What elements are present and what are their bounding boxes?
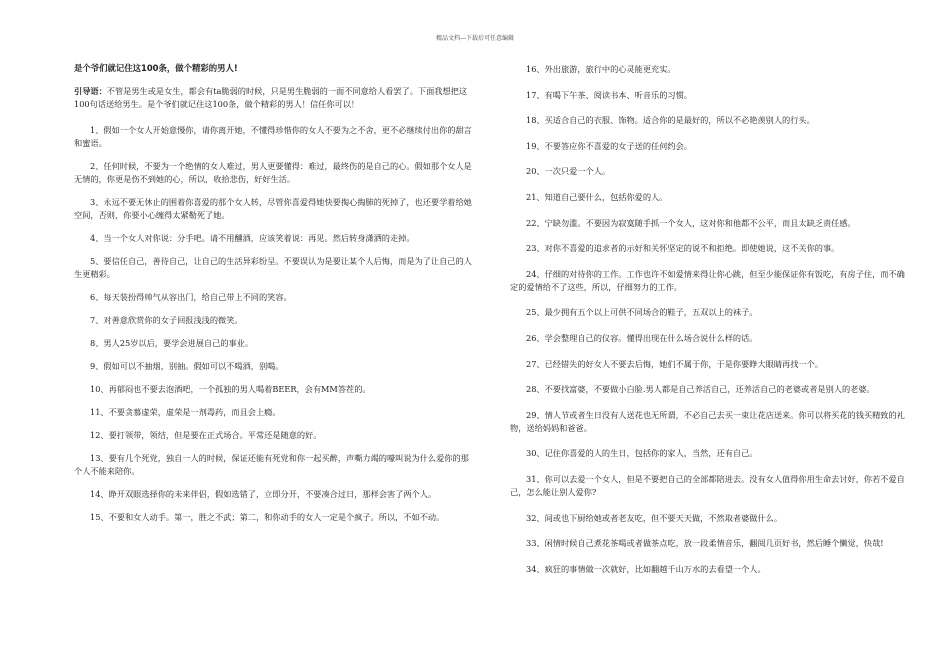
list-item: 14、睁开双眼选择你的未来伴侣，假如选错了，立即分开，不要凑合过日，那样会害了两个人。	[90, 489, 437, 499]
list-item: 32、间或也下厨给她或者老友吃，但不要天天做，不然取者婆做什么。	[526, 512, 783, 523]
list-item: 17、有喝下午茶、阅读书本、听音乐的习惯。	[526, 89, 692, 100]
list-item: 16、外出旅游，旅行中的心灵能更充实。	[526, 64, 676, 74]
list-item: 31、你可以去爱一个女人，但是不要把自己的全部都陪进去。没有女人值得你用生命去讨好，你若不爱自己，怎么能让别人爱你?	[510, 473, 905, 497]
list-item: 34、疯狂的事情做一次就好，比如翻越千山万水的去看望一个人。	[526, 563, 766, 574]
list-item: 11、不要贪慕虚荣，虚荣是一剂毒药，而且会上瘾。	[90, 407, 281, 417]
list-item: 20、一次只爱一个人。	[526, 166, 611, 177]
list-item: 6、每天装扮得帅气从容出门，给自己带上不同的笑容。	[90, 292, 292, 302]
list-item: 18、买适合自己的衣服、饰物。适合你的是最好的，所以不必艳羡别人的行头。	[526, 115, 815, 126]
lead-label: 引导语：	[74, 86, 107, 96]
list-item: 23、对你不喜爱的追求者的示好和关怀坚定的说不和拒绝。即使她说，这不关你的事。	[526, 243, 840, 254]
list-item: 22、宁缺勿滥。不要因为寂寞随手抓一个女人，这对你和他都不公平，而且太缺乏责任感。	[526, 217, 856, 228]
list-item: 15、不要和女人动手。第一，胜之不武；第二，和你动手的女人一定是个疯子。所以，不如不动。	[90, 512, 445, 522]
list-item: 19、不要答应你不喜爱的女子送的任何约会。	[526, 140, 692, 151]
list-item: 28、不要找富婆，不要做小白脸.男人都是自己养活自己，还养活自己的老婆或者是别人的老婆。	[526, 384, 875, 395]
lead-text: 不管是男生或是女生，都会有ta脆弱的时候，只是男生脆弱的一面不同意给人看罢了。下面我想把这100句话送给男生。是个爷们就记住这100条，做个精彩的男人！信任你可以！	[74, 86, 468, 109]
list-item: 5、要信任自己，善待自己，让自己的生活异彩纷呈。不要误认为是要让某个人后悔，而是为了让自己的人生更精彩。	[74, 256, 472, 279]
list-item: 1、假如一个女人开始意慢你，请你离开她，不懂得珍惜你的女人不要为之不舍，更不必继续付出你的甜言和蜜语。	[74, 125, 472, 148]
list-item: 10、再郁闷也不要去泡酒吧，一个孤独的男人喝着BEER，会有MM答茬的。	[90, 384, 371, 394]
list-item: 4、当一个女人对你说：分手吧。请不用醺酒，应该笑着说：再见。然后转身潇洒的走掉。	[90, 233, 415, 243]
list-item: 2、任何时候，不要为一个绝情的女人难过，男人更要懂得：难过，最终伤的是自己的心。假如那个女人是无情的，你更是伤不到她的心，所以，收拾悲伤，好好生活。	[74, 161, 472, 184]
lead-paragraph	[74, 85, 472, 111]
list-item: 7、对善意欣赏你的女子回报浅浅的微笑。	[90, 315, 243, 325]
list-item: 3、永远不要无休止的围着你喜爱的那个女人转，尽管你喜爱得她快要掏心掏肺的死掉了，也还要学着给她空间，否则，你要小心缠得太紧勒死了她。	[74, 197, 472, 220]
list-item: 13、要有几个死党，独自一人的时候，保证还能有死党和你一起买醉，声嘶力竭的嚎叫说为什么爱你的那个人不能来陪你。	[74, 453, 469, 476]
article-title: 是个爷们就记住这100条，做个精彩的男人!	[74, 63, 238, 73]
list-item: 9、假如可以不抽烟，别抽。假如可以不喝酒，别喝。	[90, 361, 284, 371]
list-item: 21、知道自己要什么，包括你爱的人。	[526, 191, 668, 202]
list-item: 29、情人节或者生日没有人送花也无所谓，不必自己去买一束让花店送来。你可以将买花的钱买精致的礼物，送给妈妈和爸爸。	[510, 409, 905, 433]
left-column	[74, 62, 472, 534]
list-item: 33、闲情时候自己煮花茶喝或者做茶点吃，放一段柔情音乐，翻阅几页好书，然后睡个懒觉，快哉!	[526, 538, 884, 549]
list-item: 26、学会整理自己的仪容。懂得出现在什么场合说什么样的话。	[526, 332, 758, 343]
list-item: 30、记住你喜爱的人的生日，包括你的家人，当然，还有自己。	[526, 448, 758, 459]
right-column	[510, 63, 908, 588]
list-item: 25、最少拥有五个以上可供不同场合的鞋子，五双以上的袜子。	[526, 307, 758, 318]
list-item: 27、已经错失的好女人不要去后悔，她们不属于你，于是你要睁大眼睛再找一个。	[526, 358, 823, 369]
list-item: 24、仔细的对待你的工作。工作也许不如爱情来得让你心跳，但至少能保证你有饭吃，有房子住，而不确定的爱情给不了这些，所以，仔细努力的工作。	[510, 268, 905, 292]
page-header: 精品文档---下载后可任意编辑	[435, 35, 515, 42]
list-item: 12、要打领带，领结，但是要在正式场合。平常还是随意的好。	[90, 430, 322, 440]
list-item: 8、男人25岁以后，要学会进展自己的事业。	[90, 338, 254, 348]
